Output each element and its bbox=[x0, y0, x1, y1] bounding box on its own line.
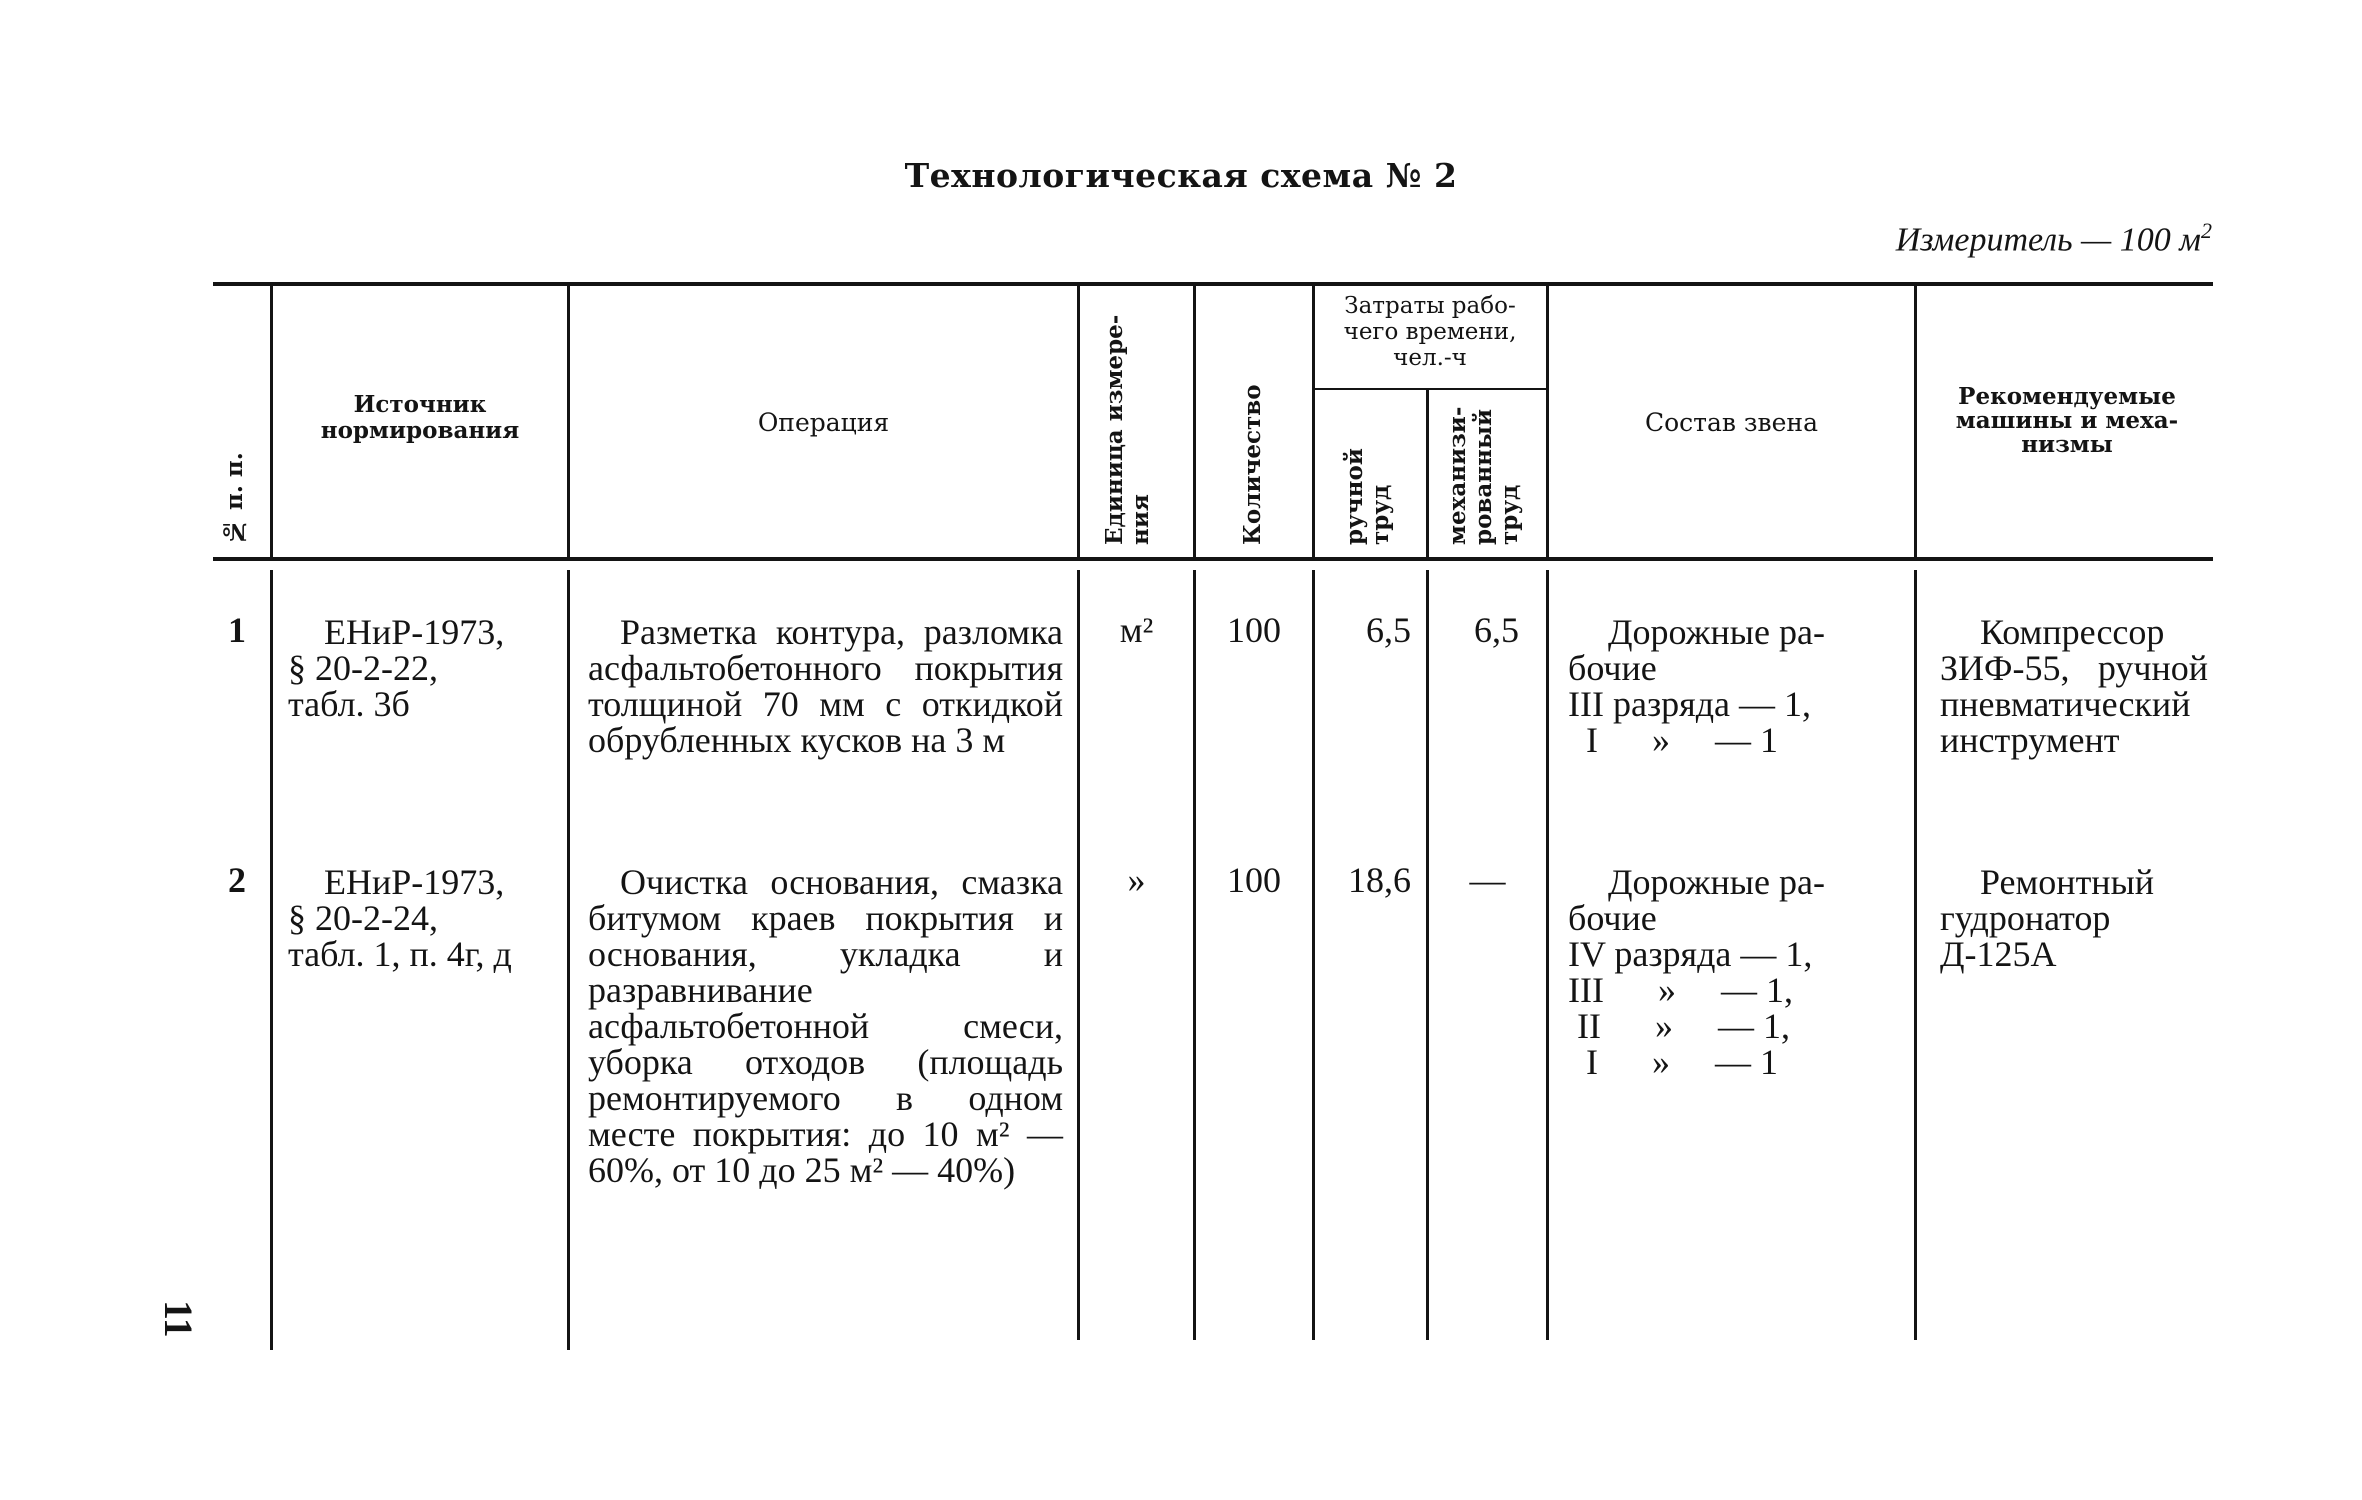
col-divider bbox=[1546, 570, 1549, 1340]
row1-num: 1 bbox=[228, 610, 246, 650]
row1-operation: Разметка контура, разломка асфальтобетонного покрытия толщиной 70 мм с откидкой обрубленных кусков на 3 м bbox=[588, 612, 1063, 760]
row1-crew: Дорожные ра- бочие III разряда — 1, I » — 1 bbox=[1568, 612, 1825, 760]
page-number: 11 bbox=[156, 1300, 201, 1338]
header-source: Источник нормирования bbox=[320, 391, 520, 444]
col-divider bbox=[1193, 286, 1196, 557]
col-divider bbox=[1426, 390, 1429, 557]
header-machines: Рекомендуемые машины и меха- низмы bbox=[1955, 383, 2179, 458]
header-crew: Состав звена bbox=[1644, 408, 1818, 437]
meter-label: Измеритель — 100 $м^2$ bbox=[1895, 218, 2212, 259]
row1-mech: 6,5 bbox=[1474, 610, 1519, 650]
col-divider bbox=[1426, 570, 1429, 1340]
header-manual: ручной труд bbox=[1341, 448, 1394, 545]
row2-manual: 18,6 bbox=[1348, 860, 1411, 900]
row1-source: ЕНиР-1973, § 20-2-22, табл. 3б bbox=[288, 612, 505, 724]
header-operation: Операция bbox=[757, 408, 890, 437]
header-mech: механизи- рованный труд bbox=[1444, 406, 1523, 545]
col-divider bbox=[1077, 286, 1080, 557]
header-costs: Затраты рабо- чего времени, чел.-ч bbox=[1343, 293, 1517, 371]
row2-source: ЕНиР-1973, § 20-2-24, табл. 1, п. 4г, д bbox=[288, 862, 512, 974]
row2-machines: Ремонтный гудронатор Д-125А bbox=[1940, 862, 2155, 974]
col-divider bbox=[567, 570, 570, 1350]
header-num: № п. п. bbox=[221, 452, 248, 545]
col-divider bbox=[1077, 570, 1080, 1340]
table-top-rule bbox=[213, 282, 2213, 286]
col-divider bbox=[1193, 570, 1196, 1340]
row2-num: 2 bbox=[228, 860, 246, 900]
col-divider bbox=[270, 570, 273, 1350]
header-quantity: Количество bbox=[1239, 384, 1266, 545]
row1-unit: м² bbox=[1119, 610, 1154, 650]
scheme-title: Технологическая схема № 2 bbox=[904, 156, 1458, 195]
row2-mech: — bbox=[1469, 860, 1506, 900]
costs-sub-rule bbox=[1314, 388, 1548, 390]
col-divider bbox=[1914, 570, 1917, 1340]
row2-operation: Очистка основания, смазка битумом краев покрытия и основания, укладка и разравнивание асфальтобетонной смеси, уборка отходов (площадь ремонтируемого в одном месте покрытия: до 10 м² — 60%, от 10 до 25 м² — 40%) bbox=[588, 862, 1063, 1190]
row2-unit: » bbox=[1127, 860, 1146, 900]
row2-quantity: 100 bbox=[1227, 860, 1281, 900]
row2-crew: Дорожные ра- бочие IV разряда — 1, III » — 1, II » — 1, I » — 1 bbox=[1568, 862, 1825, 1082]
header-bottom-rule bbox=[213, 557, 2213, 561]
row1-machines: Компрессор ЗИФ-55, ручной пневматический инструмент bbox=[1940, 612, 2208, 760]
row1-quantity: 100 bbox=[1227, 610, 1281, 650]
col-divider bbox=[1312, 570, 1315, 1340]
header-unit: Единица измере- ния bbox=[1101, 314, 1154, 545]
row1-manual: 6,5 bbox=[1366, 610, 1411, 650]
